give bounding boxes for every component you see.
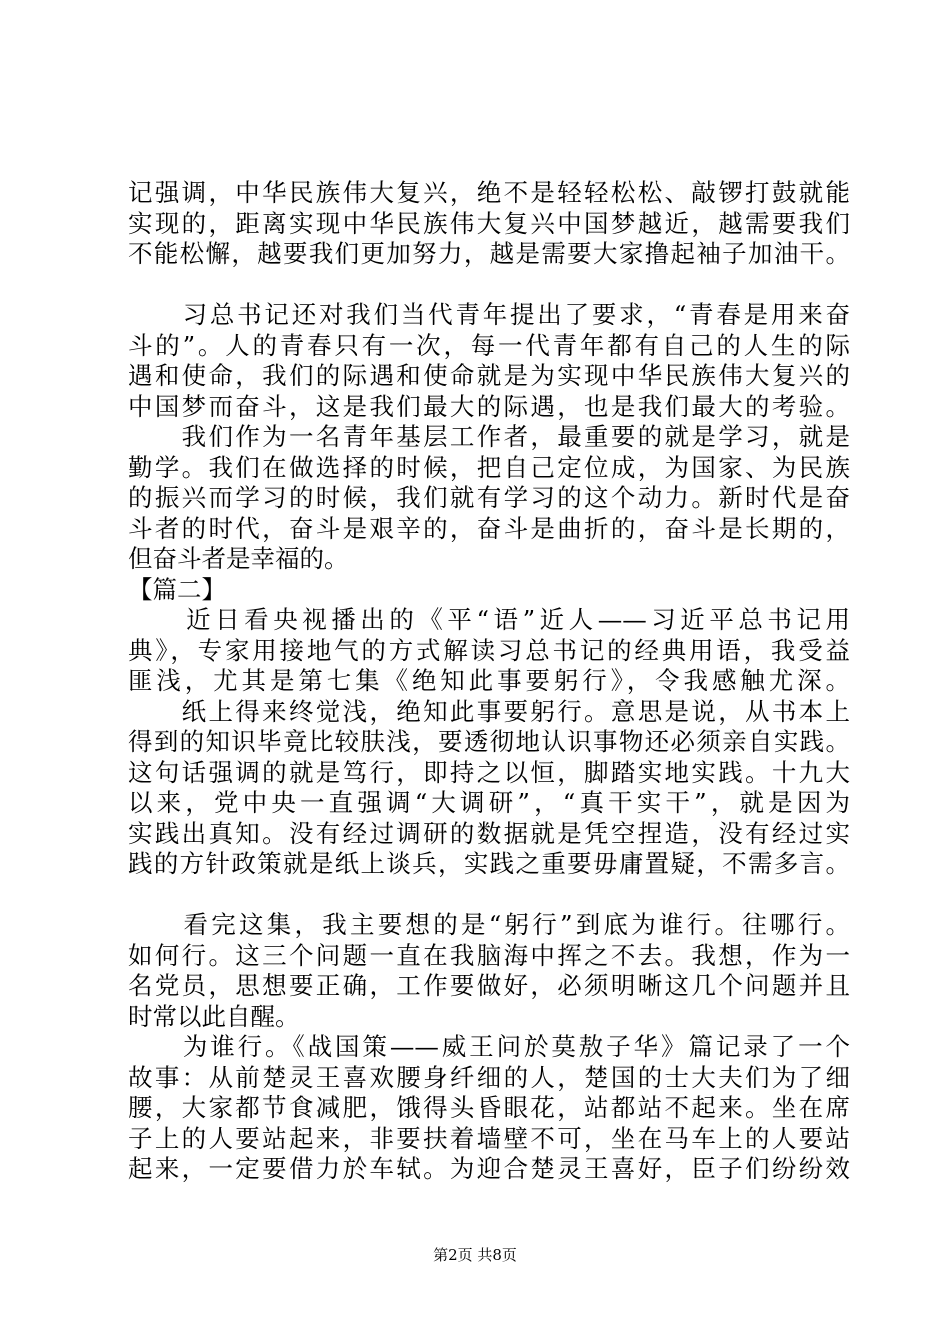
document-body (128, 178, 850, 1185)
text-line: 时常以此自醒。 (128, 1001, 300, 1031)
text-line: 斗的”。人的青春只有一次，每一代青年都有自己的人生的际 (128, 330, 850, 360)
text-line: 子上的人要站起来，非要扶着墙壁不可，坐在马车上的人要站 (128, 1123, 850, 1153)
text-line: 近日看央视播出的《平“语”近人——习近平总书记用 (128, 605, 850, 634)
page-footer: 第2页 共8页 (433, 1246, 517, 1264)
text-line: 这句话强调的就是笃行，即持之以恒，脚踏实地实践。十九大 (128, 757, 850, 787)
text-line: 遇和使命，我们的际遇和使命就是为实现中华民族伟大复兴的 (128, 361, 850, 390)
blank-line (128, 880, 850, 911)
text-line: 不能松懈，越要我们更加努力，越是需要大家撸起袖子加油干。 (128, 239, 850, 268)
text-line: 记强调，中华民族伟大复兴，绝不是轻轻松松、敲锣打鼓就能 (128, 178, 850, 207)
text-line: 起来，一定要借力於车轼。为迎合楚灵王喜好，臣子们纷纷效 (128, 1154, 850, 1183)
text-line: 纸上得来终觉浅，绝知此事要躬行。意思是说，从书本上 (128, 696, 850, 726)
text-line: 我们作为一名青年基层工作者，最重要的就是学习，就是 (128, 422, 850, 451)
text-line: 为谁行。《战国策——威王问於莫敖子华》篇记录了一个 (128, 1032, 850, 1061)
text-line: 如何行。这三个问题一直在我脑海中挥之不去。我想，作为一 (128, 940, 850, 970)
text-line: 习总书记还对我们当代青年提出了要求，“青春是用来奋 (128, 300, 850, 329)
text-line: 【篇二】 (128, 574, 226, 604)
text-line: 践的方针政策就是纸上谈兵，实践之重要毋庸置疑，不需多言。 (128, 849, 850, 878)
text-line: 看完这集，我主要想的是“躬行”到底为谁行。往哪行。 (128, 910, 850, 939)
blank-line (128, 270, 850, 301)
text-line: 匪浅，尤其是第七集《绝知此事要躬行》，令我感触尤深。 (128, 666, 850, 695)
text-line: 中国梦而奋斗，这是我们最大的际遇，也是我们最大的考验。 (128, 391, 850, 421)
text-line: 腰，大家都节食减肥，饿得头昏眼花，站都站不起来。坐在席 (128, 1093, 850, 1122)
text-line: 得到的知识毕竟比较肤浅，要透彻地认识事物还必须亲自实践。 (128, 727, 850, 756)
text-line: 勤学。我们在做选择的时候，把自己定位成，为国家、为民族 (128, 452, 850, 482)
text-line: 斗者的时代，奋斗是艰辛的，奋斗是曲折的，奋斗是长期的， (128, 513, 850, 543)
text-line: 名党员，思想要正确，工作要做好，必须明晰这几个问题并且 (128, 971, 850, 1000)
text-line: 的振兴而学习的时候，我们就有学习的这个动力。新时代是奋 (128, 483, 850, 512)
text-line: 故事：从前楚灵王喜欢腰身纤细的人，楚国的士大夫们为了细 (128, 1062, 850, 1092)
text-line: 实践出真知。没有经过调研的数据就是凭空捏造，没有经过实 (128, 818, 850, 848)
text-line: 典》，专家用接地气的方式解读习总书记的经典用语，我受益 (128, 635, 850, 665)
text-line: 以来，党中央一直强调“大调研”，“真干实干”，就是因为 (128, 788, 850, 817)
text-line: 但奋斗者是幸福的。 (128, 544, 349, 573)
text-line: 实现的，距离实现中华民族伟大复兴中国梦越近，越需要我们 (128, 208, 850, 238)
